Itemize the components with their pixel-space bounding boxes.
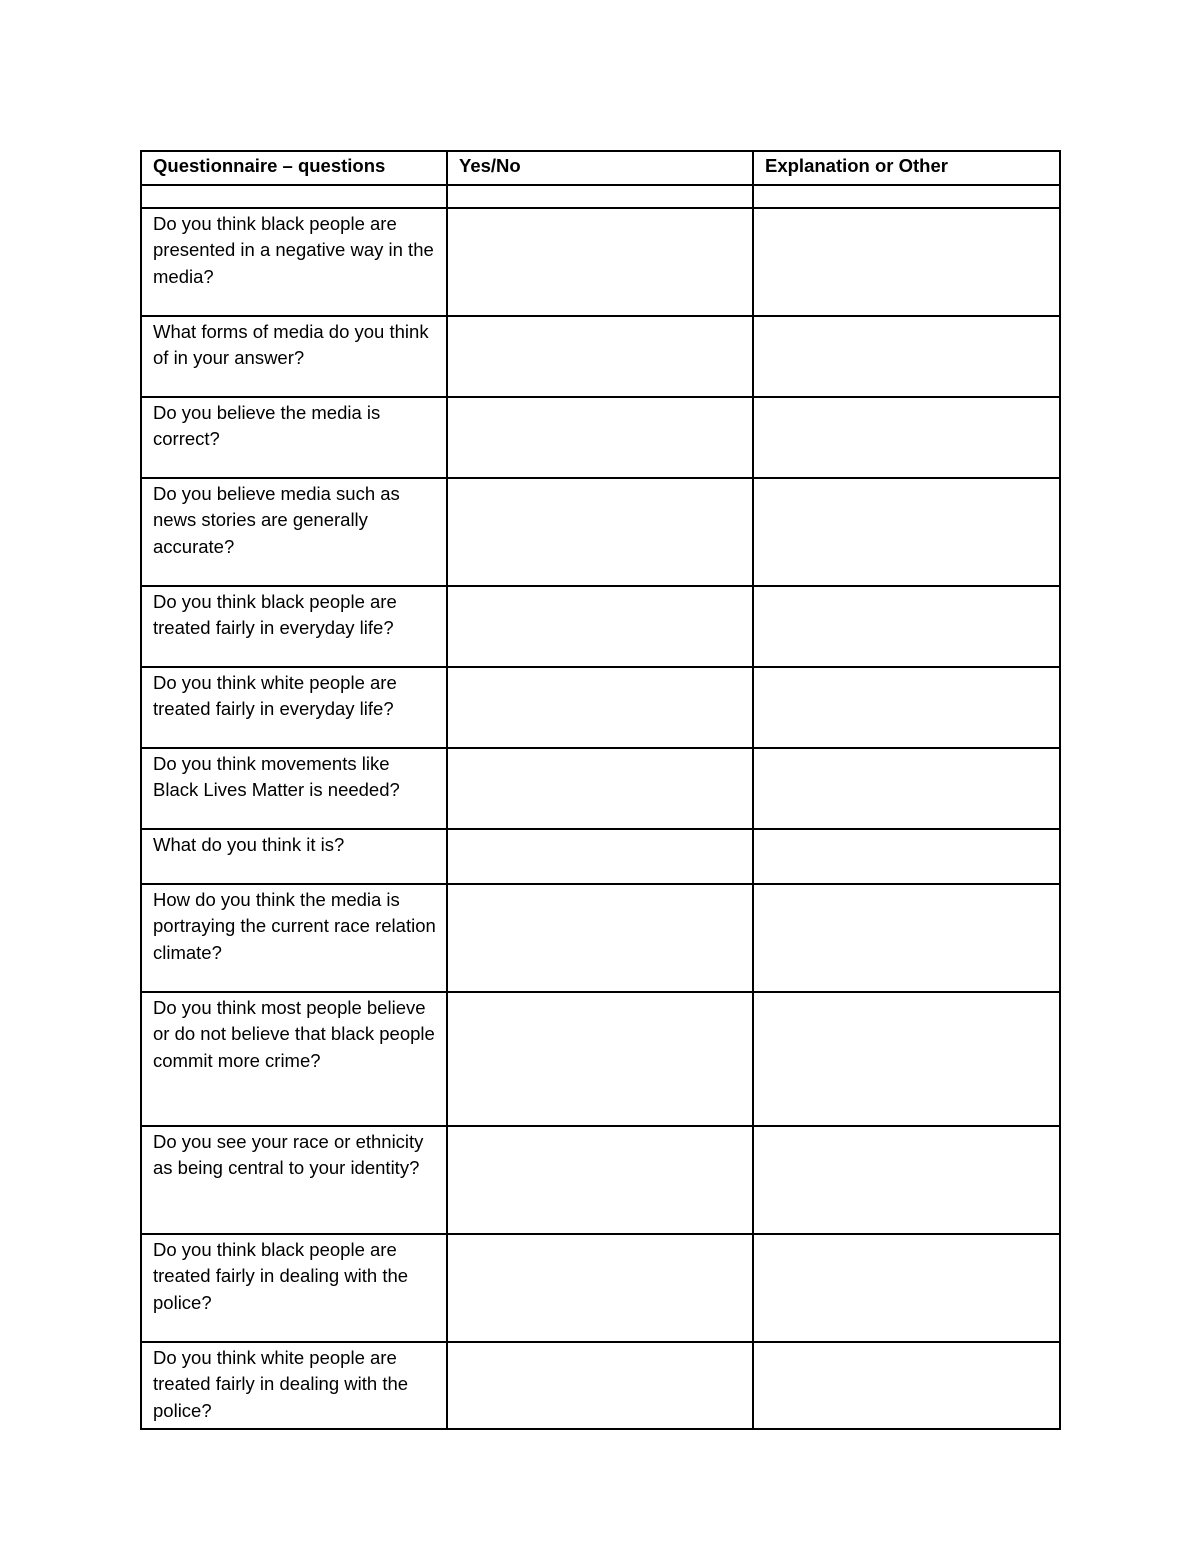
explanation-cell xyxy=(753,1126,1060,1234)
table-row xyxy=(141,586,1060,667)
table-row xyxy=(141,1342,1060,1430)
table-row xyxy=(141,316,1060,397)
yes-no-cell xyxy=(447,1234,753,1342)
explanation-cell xyxy=(753,829,1060,884)
explanation-cell xyxy=(753,884,1060,992)
header-yes-no: Yes/No xyxy=(447,151,753,185)
yes-no-cell xyxy=(447,748,753,829)
yes-no-cell xyxy=(447,829,753,884)
yes-no-cell xyxy=(447,1126,753,1234)
questionnaire-table xyxy=(140,150,1061,1430)
explanation-cell xyxy=(753,748,1060,829)
question-cell: How do you think the media is portraying the current race relation climate? xyxy=(141,884,447,992)
table-row xyxy=(141,208,1060,316)
table-row xyxy=(141,478,1060,586)
table-row xyxy=(141,829,1060,884)
question-cell: Do you see your race or ethnicity as being central to your identity? xyxy=(141,1126,447,1234)
explanation-cell xyxy=(753,208,1060,316)
question-cell: Do you think black people are treated fairly in everyday life? xyxy=(141,586,447,667)
table-row xyxy=(141,667,1060,748)
table-row-empty xyxy=(141,185,1060,208)
question-cell: Do you think white people are treated fairly in dealing with the police? xyxy=(141,1342,447,1430)
table-row xyxy=(141,992,1060,1126)
explanation-cell xyxy=(753,185,1060,208)
question-cell: Do you think black people are treated fairly in dealing with the police? xyxy=(141,1234,447,1342)
yes-no-cell xyxy=(447,992,753,1126)
yes-no-cell xyxy=(447,1342,753,1430)
table-row xyxy=(141,1234,1060,1342)
question-cell: What do you think it is? xyxy=(141,829,447,884)
question-cell: Do you believe media such as news stories are generally accurate? xyxy=(141,478,447,586)
yes-no-cell xyxy=(447,884,753,992)
yes-no-cell xyxy=(447,208,753,316)
question-cell: What forms of media do you think of in your answer? xyxy=(141,316,447,397)
yes-no-cell xyxy=(447,397,753,478)
question-cell xyxy=(141,185,447,208)
table-row xyxy=(141,1126,1060,1234)
header-explanation: Explanation or Other xyxy=(753,151,1060,185)
question-cell: Do you think black people are presented in a negative way in the media? xyxy=(141,208,447,316)
table-row xyxy=(141,748,1060,829)
table-row xyxy=(141,884,1060,992)
explanation-cell xyxy=(753,397,1060,478)
explanation-cell xyxy=(753,1234,1060,1342)
yes-no-cell xyxy=(447,667,753,748)
question-cell: Do you think white people are treated fairly in everyday life? xyxy=(141,667,447,748)
explanation-cell xyxy=(753,992,1060,1126)
table-header-row xyxy=(141,151,1060,185)
yes-no-cell xyxy=(447,586,753,667)
explanation-cell xyxy=(753,1342,1060,1430)
explanation-cell xyxy=(753,478,1060,586)
yes-no-cell xyxy=(447,316,753,397)
explanation-cell xyxy=(753,316,1060,397)
explanation-cell xyxy=(753,667,1060,748)
explanation-cell xyxy=(753,586,1060,667)
question-cell: Do you think movements like Black Lives Matter is needed? xyxy=(141,748,447,829)
question-cell: Do you think most people believe or do not believe that black people commit more crime? xyxy=(141,992,447,1126)
header-questions: Questionnaire – questions xyxy=(141,151,447,185)
question-cell: Do you believe the media is correct? xyxy=(141,397,447,478)
table-row xyxy=(141,397,1060,478)
yes-no-cell xyxy=(447,478,753,586)
yes-no-cell xyxy=(447,185,753,208)
